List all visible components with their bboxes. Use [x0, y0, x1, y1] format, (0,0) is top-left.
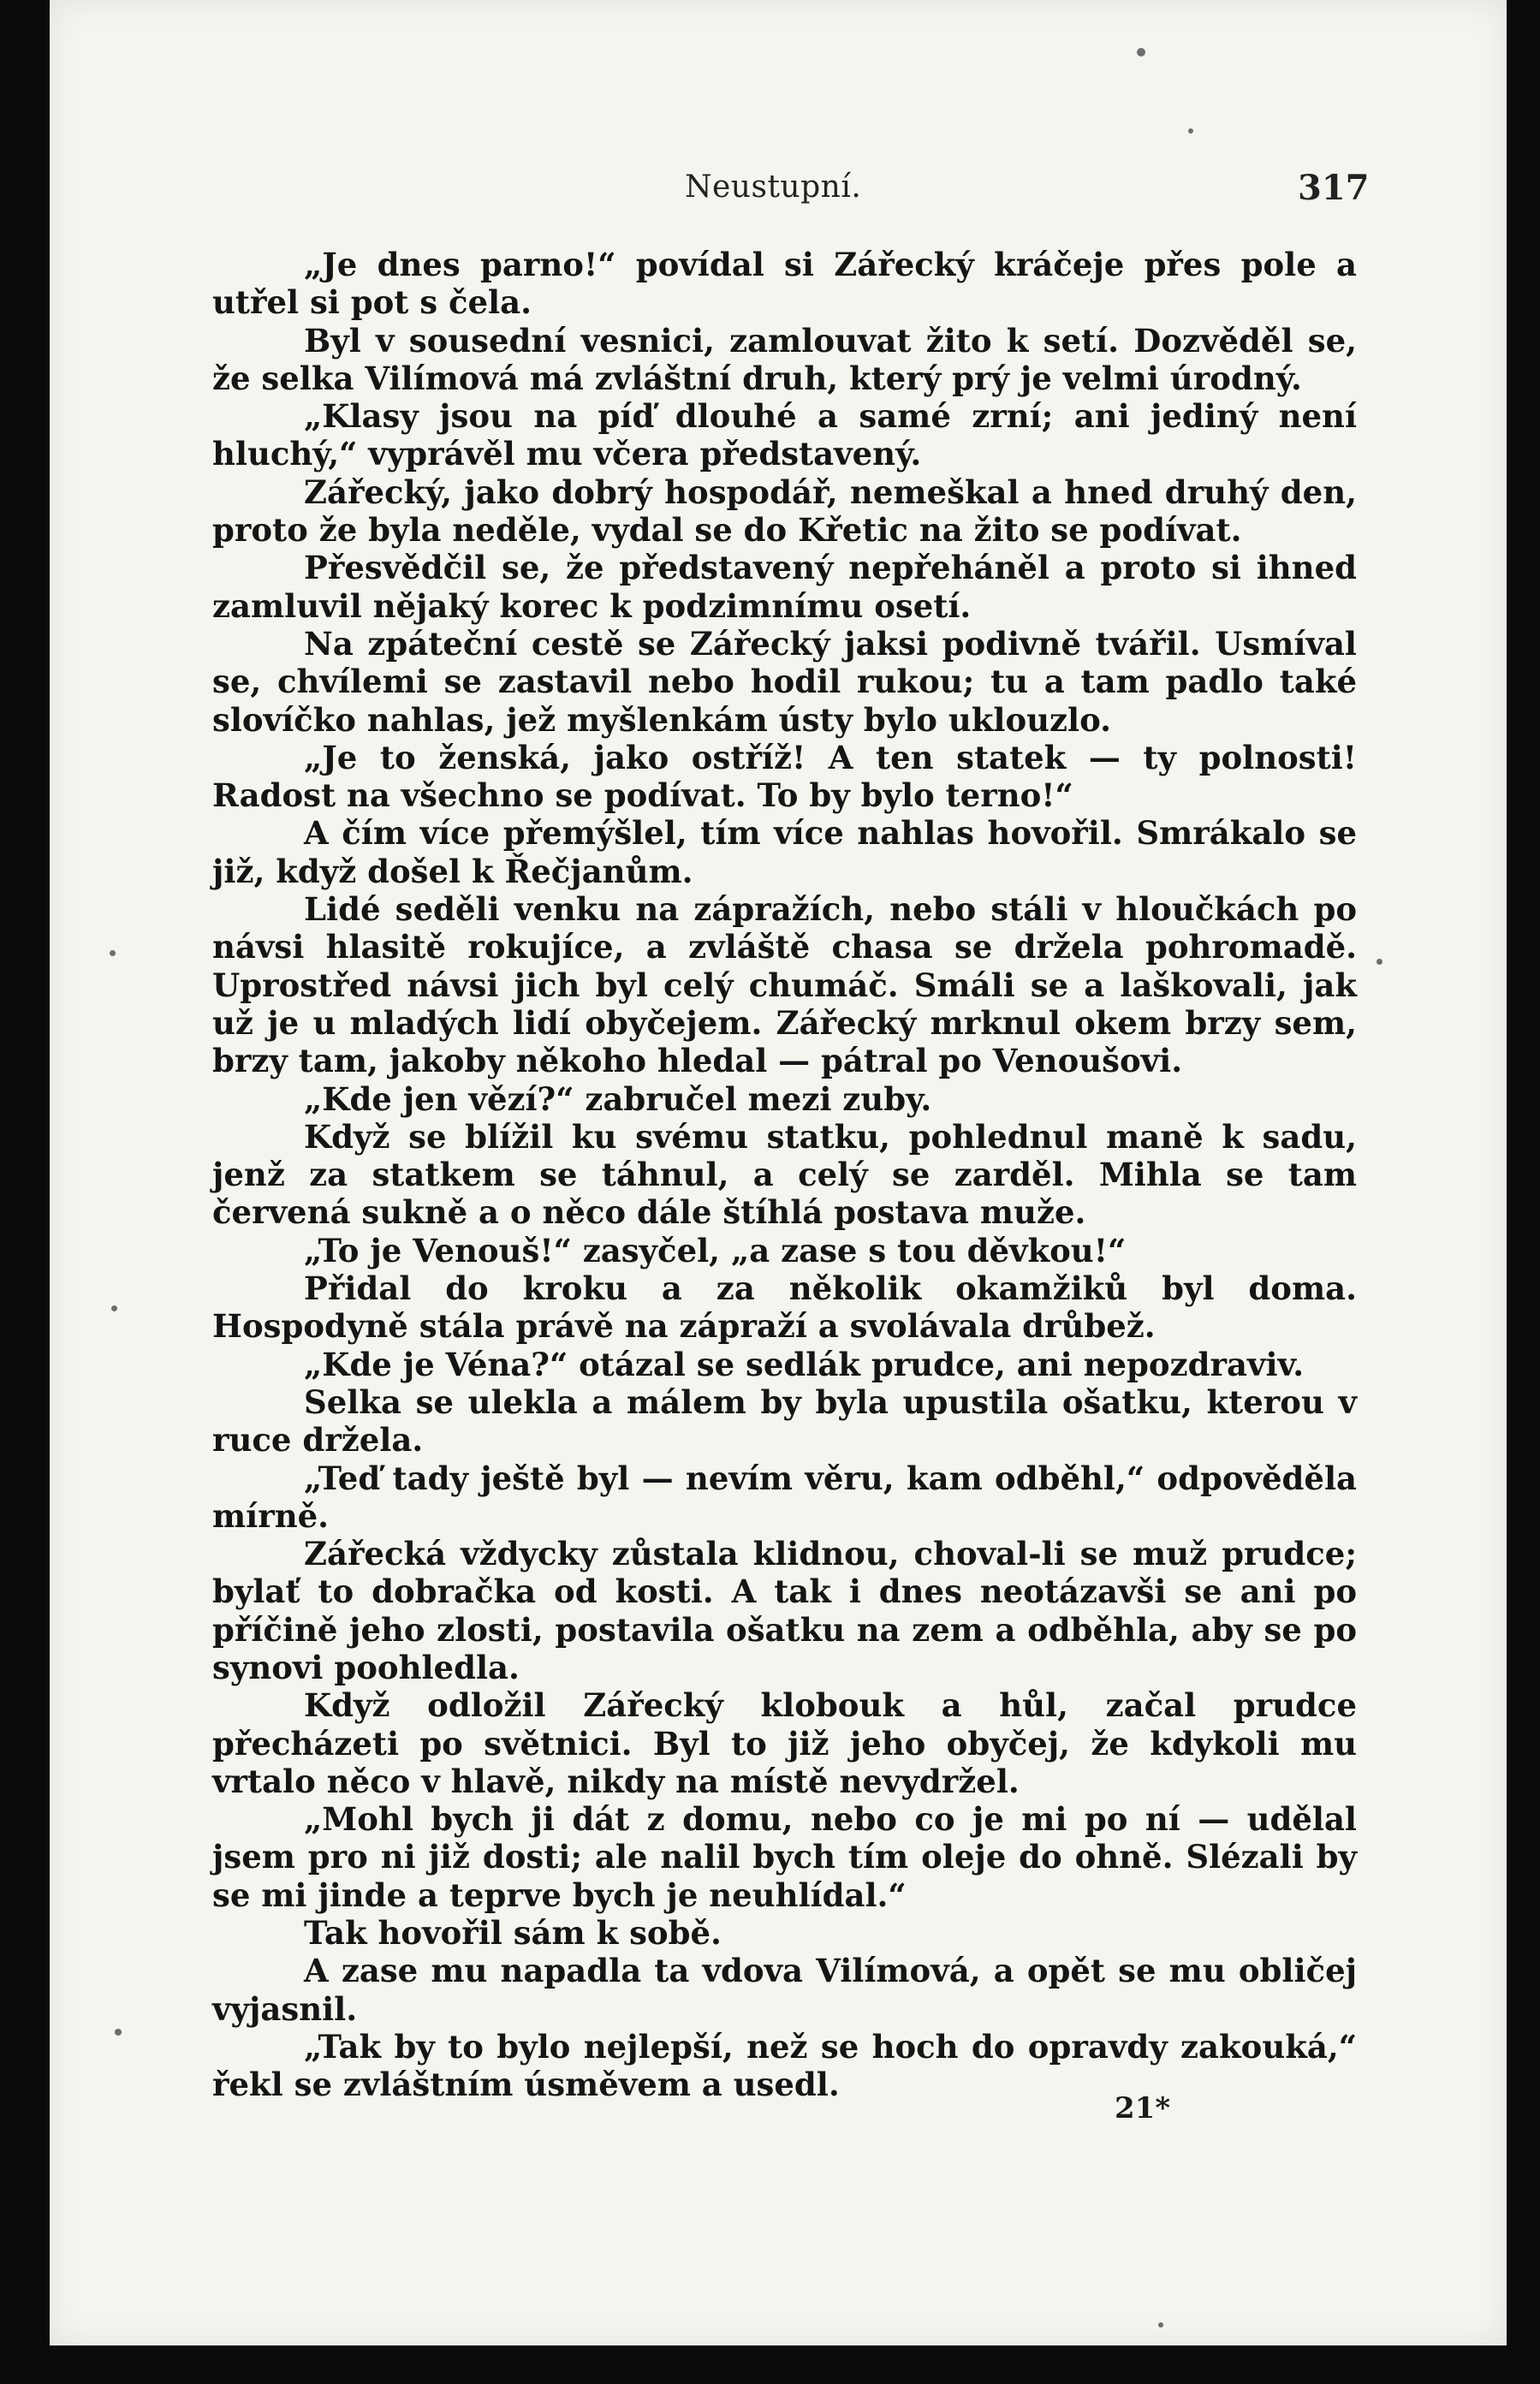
paper-speck	[1137, 48, 1145, 56]
paragraph: A zase mu napadla ta vdova Vilímová, a opět se mu obličej vyjasnil.	[212, 1952, 1357, 2028]
paper-speck	[110, 950, 116, 956]
book-page	[50, 0, 1507, 2345]
running-title: Neustupní.	[685, 169, 862, 205]
paragraph: Na zpáteční cestě se Zářecký jaksi podivně tvářil. Usmíval se, chvílemi se zastavil nebo hodil rukou; tu a tam padlo také slovíčko nahlas, jež myšlenkám ústy bylo uklouzlo.	[212, 624, 1357, 739]
paragraph: „Mohl bych ji dát z domu, nebo co je mi po ní — udělal jsem pro ni již dosti; ale nalil bych tím oleje do ohně. Slézali by se mi jinde a teprve bych je neuhlídal.“	[212, 1800, 1357, 1914]
paragraph: „Kde jen vězí?“ zabručel mezi zuby.	[304, 1079, 932, 1118]
paragraph: „Teď tady ještě byl — nevím věru, kam odběhl,“ odpověděla mírně.	[212, 1459, 1357, 1535]
paragraph: „Tak by to bylo nejlepší, než se hoch do opravdy zakouká,“ řekl se zvláštním úsměvem a usedl.	[212, 2027, 1357, 2104]
paragraph: Tak hovořil sám k sobě.	[304, 1914, 722, 1953]
paragraph: Lidé seděli venku na zápražích, nebo stáli v hloučkách po návsi hlasitě rokujíce, a zvláště chasa se držela pohromadě. Uprostřed návsi jich byl celý chumáč. Smáli se a laškovali, jak už je u mladých lidí obyčejem. Zářecký mrknul okem brzy sem, brzy tam, jakoby někoho hledal — pátral po Venoušovi.	[212, 890, 1357, 1080]
paragraph: Přidal do kroku a za několik okamžiků byl doma. Hospodyně stála právě na zápraží a svolávala drůbež.	[212, 1269, 1357, 1346]
paragraph: Zářecká vždycky zůstala klidnou, choval-li se muž prudce; bylať to dobračka od kosti. A tak i dnes neotázavši se ani po příčině jeho zlosti, postavila ošatku na zem a odběhla, aby se po synovi poohledla.	[212, 1535, 1357, 1686]
paragraph: Zářecký, jako dobrý hospodář, nemeškal a hned druhý den, proto že byla neděle, vydal se do Křetic na žito se podívat.	[212, 473, 1357, 550]
paragraph: „Je dnes parno!“ povídal si Zářecký kráčeje přes pole a utřel si pot s čela.	[212, 246, 1357, 322]
paragraph: Když se blížil ku svému statku, pohlednul maně k sadu, jenž za statkem se táhnul, a celý se zarděl. Mihla se tam červená sukně a o něco dále štíhlá postava muže.	[212, 1117, 1357, 1232]
paper-speck	[1158, 2322, 1163, 2328]
paragraph: „Klasy jsou na píď dlouhé a samé zrní; ani jediný není hluchý,“ vyprávěl mu včera představený.	[212, 397, 1357, 473]
paragraph: Selka se ulekla a málem by byla upustila ošatku, kterou v ruce držela.	[212, 1382, 1357, 1460]
signature-mark: 21*	[1115, 2091, 1171, 2125]
paragraph: „To je Venouš!“ zasyčel, „a zase s tou děvkou!“	[304, 1231, 1127, 1269]
paper-speck	[111, 1305, 117, 1311]
paragraph: Byl v sousední vesnici, zamlouvat žito k setí. Dozvěděl se, že selka Vilímová má zvláštní druh, který prý je velmi úrodný.	[212, 321, 1357, 397]
page-number: 317	[1298, 168, 1370, 208]
paragraph: A čím více přemýšlel, tím více nahlas hovořil. Smrákalo se již, když došel k Řečjanům.	[212, 814, 1357, 890]
paragraph: Přesvědčil se, že představený nepřeháněl a proto si ihned zamluvil nějaký korec k podzimnímu osetí.	[212, 549, 1357, 625]
paper-speck	[1188, 128, 1193, 134]
body-text	[212, 246, 1357, 2104]
paragraph: „Kde je Véna?“ otázal se sedlák prudce, ani nepozdraviv.	[304, 1345, 1305, 1383]
paragraph: Když odložil Zářecký klobouk a hůl, začal prudce přecházeti po světnici. Byl to již jeho obyčej, že kdykoli mu vrtalo něco v hlavě, nikdy na místě nevydržel.	[212, 1686, 1357, 1800]
paper-speck	[1376, 959, 1382, 965]
paper-speck	[115, 2029, 122, 2036]
paragraph: „Je to ženská, jako ostříž! A ten statek — ty polnosti! Radost na všechno se podívat. To by bylo terno!“	[212, 738, 1357, 815]
